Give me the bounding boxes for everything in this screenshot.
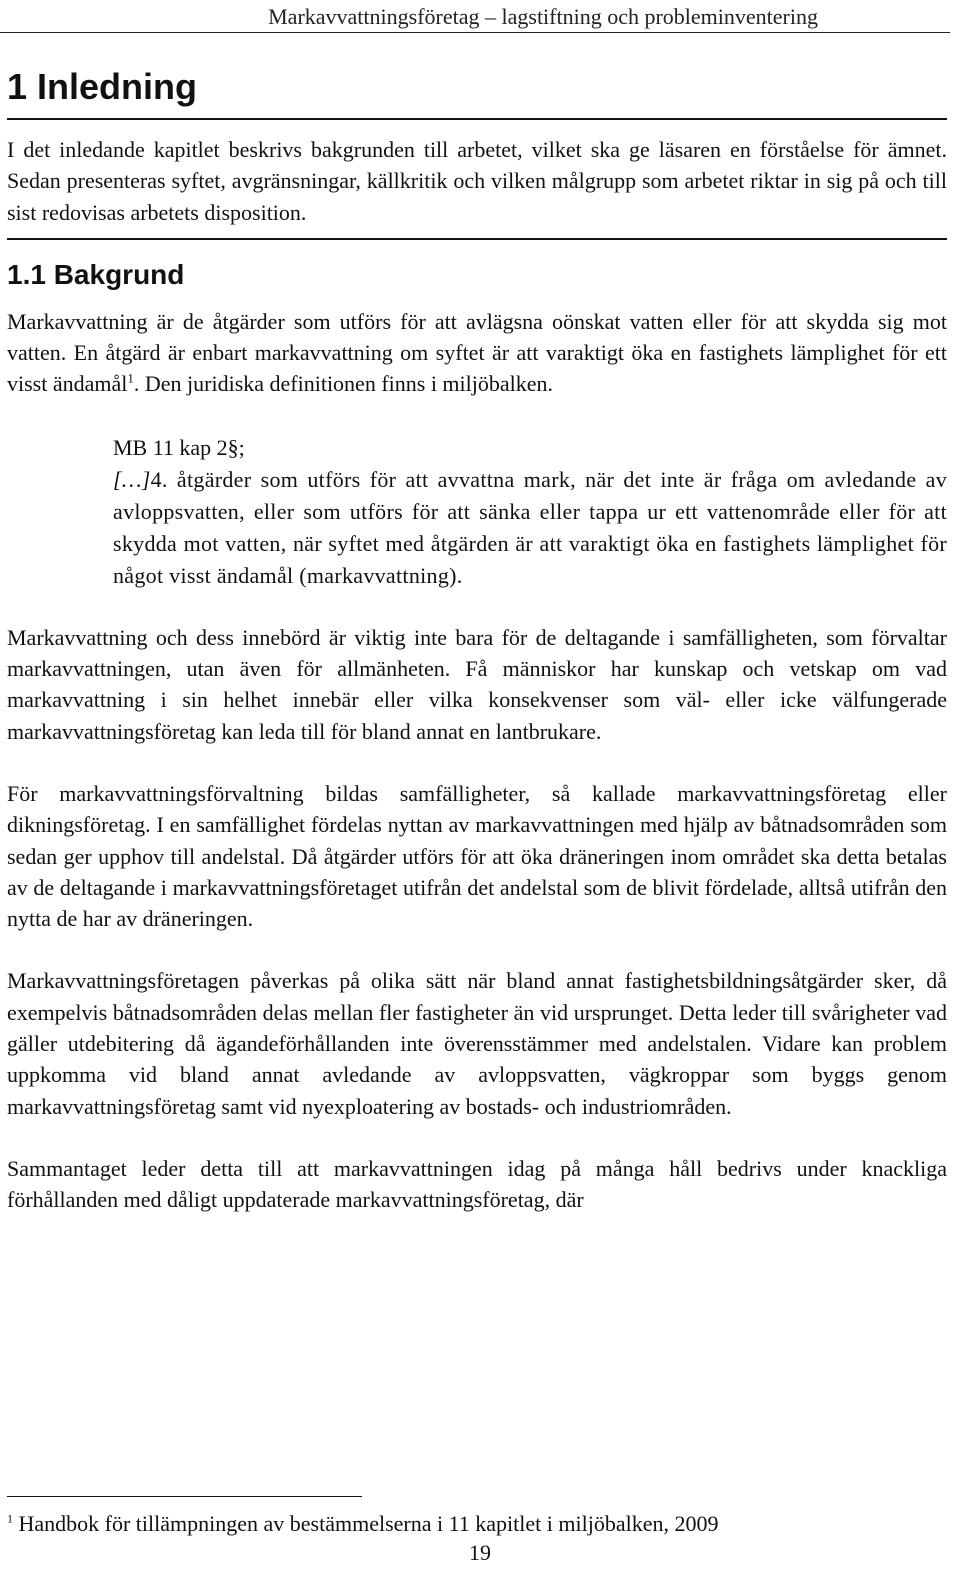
section-title: 1.1 Bakgrund <box>7 238 947 292</box>
running-header <box>0 0 950 33</box>
paragraph-definition-text: Markavvattning är de åtgärder som utförs för att avlägsna oönskat vatten eller för att skydda sig mot vatten. En åtgärd är enbart markavvattning om syftet är att varaktigt öka en fastighets lämplighet för ett visst ändamål <box>7 308 947 397</box>
law-quote-text: 4. åtgärder som utförs för att avvattna mark, när det inte är fråga om avledande av avloppsvatten, eller som utförs för att sänka eller tappa ur ett vattenområde eller för att skydda mot vatten, när syftet med åtgärden är att varaktigt öka en fastighets lämplighet för något visst ändamål (markavvattning). <box>113 466 947 588</box>
law-quote-source: MB 11 kap 2§; <box>113 434 245 460</box>
paragraph-fastighetsbildning: Markavvattningsföretagen påverkas på olika sätt när bland annat fastighetsbildningsåtgärder sker, då exempelvis båtnadsområden delas mellan fler fastigheter än vid ursprunget. Detta leder till svårigheter vad gäller utdebitering då ägandeförhållanden inte överensstämmer med andelstalen. Vidare kan problem uppkomma vid bland annat avledande av avloppsvatten, vägkroppar som byggs genom markavvattningsföretag samt vid nyexploatering av bostads- och industriområden. <box>7 968 947 1119</box>
footnote-text: Handbok för tillämpningen av bestämmelserna i 11 kapitlet i miljöbalken, 2009 <box>18 1511 719 1536</box>
footnote-number: 1 <box>7 1511 13 1526</box>
paragraph-samfalligheter: För markavvattningsförvaltning bildas samfälligheter, så kallade markavvattningsföretag eller dikningsföretag. I en samfällighet fördelas nyttan av markavvattningen med hjälp av båtnadsområden som sedan ger upphov till andelstal. Då åtgärder utförs för att öka dräneringen inom området ska detta betalas av de deltagande i markavvattningsföretaget utifrån det andelstal som de blivit fördelade, alltså utifrån den nytta de har av dräneringen. <box>7 780 947 932</box>
law-quote-body <box>113 464 947 592</box>
law-quote-ellipsis: […] <box>113 466 151 492</box>
paragraph-sammantaget: Sammantaget leder detta till att markavvattningen idag på många håll bedrivs under knackliga förhållanden med dåligt uppdaterade markavvattningsföretag, där <box>7 1155 947 1213</box>
law-quote <box>113 432 947 592</box>
footnote-divider <box>7 1496 362 1497</box>
page-body <box>7 40 947 1216</box>
page-number: 19 <box>469 1540 491 1565</box>
chapter-title: 1 Inledning <box>7 66 947 120</box>
chapter-intro: I det inledande kapitlet beskrivs bakgrunden till arbetet, vilket ska ge läsaren en förståelse för ämnet. Sedan presenteras syftet, avgränsningar, källkritik och vilken målgrupp som arbetet riktar in sig på och till sist redovisas arbetets disposition. <box>7 137 947 225</box>
footnote <box>7 1510 718 1538</box>
footnote-reference: 1 <box>127 371 134 387</box>
paragraph-definition <box>7 306 947 400</box>
paragraph-importance: Markavvattning och dess innebörd är viktig inte bara för de deltagande i samfälligheten, som förvaltar markavvattningen, utan även för allmänheten. Få människor har kunskap och vetskap om vad markavvattning i sin helhet innebär eller vilka konsekvenser som väl- eller icke välfungerade markavvattningsföretag kan leda till för bland annat en lantbrukare. <box>7 624 947 744</box>
running-header-title: Markavvattningsföretag – lagstiftning och probleminventering <box>268 4 818 29</box>
paragraph-definition-tail: . Den juridiska definitionen finns i miljöbalken. <box>133 371 554 397</box>
